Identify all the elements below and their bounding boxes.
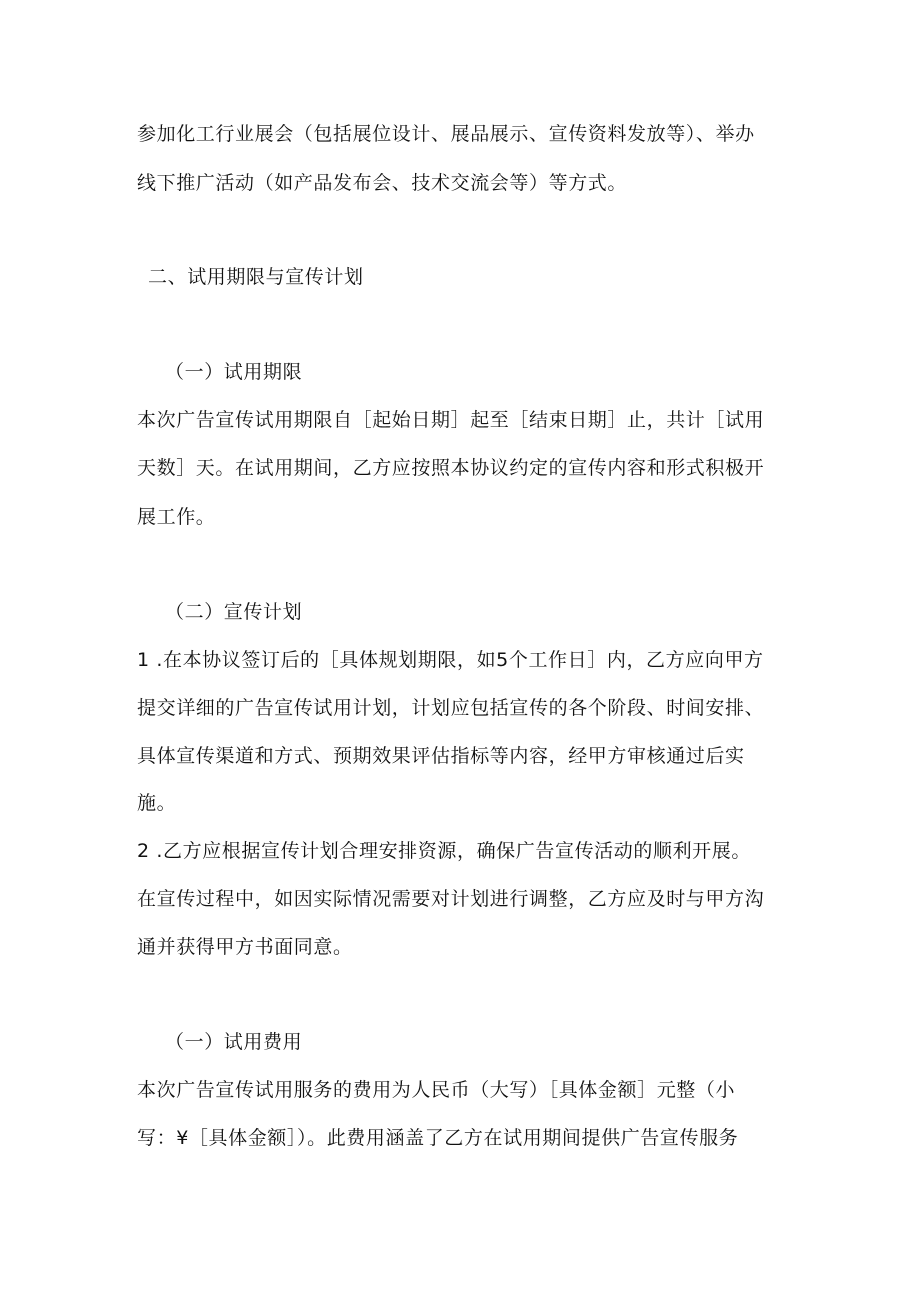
list-item-line: 具体宣传渠道和方式、预期效果评估指标等内容，经甲方审核通过后实 (137, 745, 745, 767)
list-item-line: 2 .乙方应根据宣传计划合理安排资源，确保广告宣传活动的顺利开展。 (137, 840, 751, 862)
subsection-heading: （一）试用费用 (165, 1031, 303, 1053)
paragraph-line: 本次广告宣传试用期限自［起始日期］起至［结束日期］止，共计［试用 (137, 409, 765, 431)
subsection-heading: （一）试用期限 (165, 361, 303, 383)
paragraph-line: 线下推广活动（如产品发布会、技术交流会等）等方式。 (137, 172, 628, 194)
list-item-line: 施。 (137, 792, 177, 814)
paragraph-line: 参加化工行业展会（包括展位设计、展品展示、宣传资料发放等）、举办 (137, 123, 755, 145)
list-item-line: 提交详细的广告宣传试用计划，计划应包括宣传的各个阶段、时间安排、 (137, 697, 765, 719)
paragraph-line: 写：¥［具体金额］）。此费用涵盖了乙方在试用期间提供广告宣传服务 (137, 1127, 739, 1149)
paragraph-line: 本次广告宣传试用服务的费用为人民币（大写）［具体金额］元整（小 (137, 1079, 736, 1101)
section-heading: 二、试用期限与宣传计划 (148, 266, 364, 288)
paragraph-line: 天数］天。在试用期间，乙方应按照本协议约定的宣传内容和形式积极开 (137, 457, 765, 479)
subsection-heading: （二）宣传计划 (165, 601, 303, 623)
list-item-line: 在宣传过程中，如因实际情况需要对计划进行调整，乙方应及时与甲方沟 (137, 888, 765, 910)
list-item-line: 1 .在本协议签订后的［具体规划期限，如5个工作日］内，乙方应向甲方 (137, 649, 764, 671)
list-item-line: 通并获得甲方书面同意。 (137, 936, 353, 958)
paragraph-line: 展工作。 (137, 506, 216, 528)
